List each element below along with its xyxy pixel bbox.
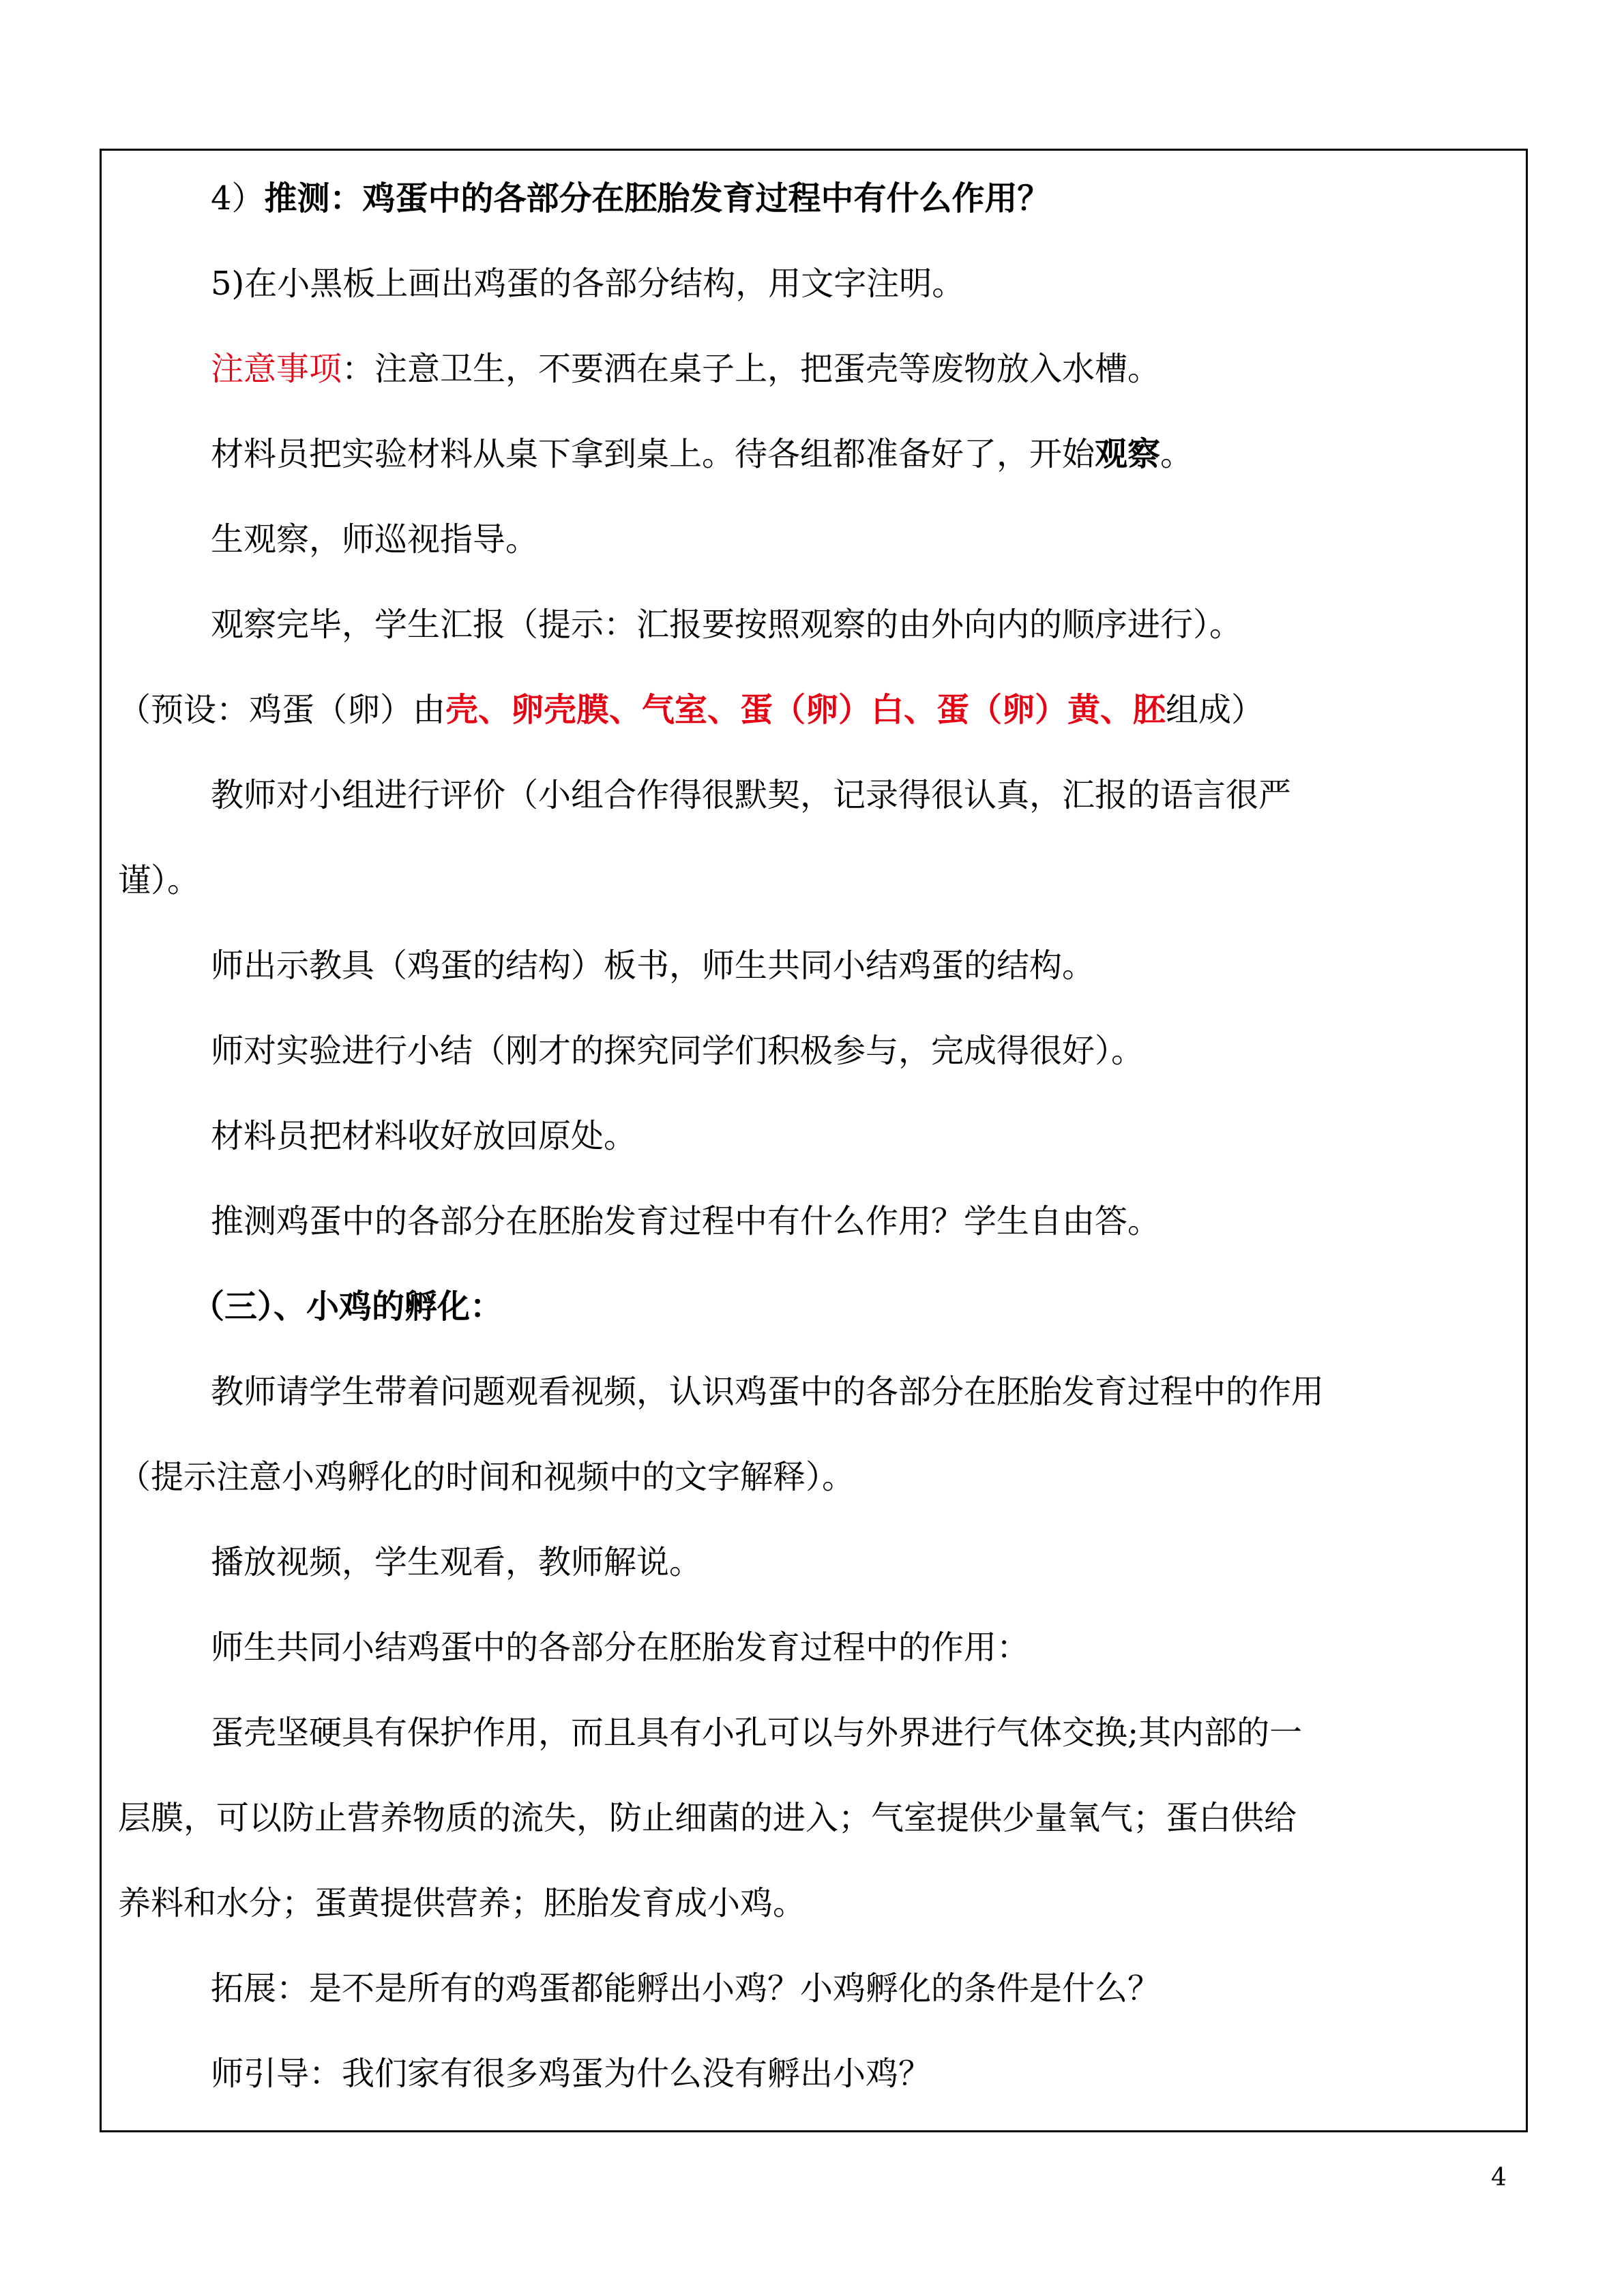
section-heading-text: （三）、小鸡的孵化： — [192, 1287, 503, 1326]
line-10-text: 师出示教具（鸡蛋的结构）板书，师生共同小结鸡蛋的结构。 — [211, 946, 1095, 985]
line-1-number: 4） — [211, 179, 265, 218]
line-13 — [118, 1199, 1509, 1243]
line-4-end: 。 — [1160, 435, 1194, 473]
line-5-text: 生观察，师巡视指导。 — [211, 520, 539, 558]
line-21-text: 养料和水分；蛋黄提供营养；胚胎发育成小鸡。 — [118, 1884, 806, 1922]
line-1 — [118, 177, 1509, 220]
line-8-text: 教师对小组进行评价（小组合作得很默契，记录得很认真，汇报的语言很严 — [211, 776, 1292, 814]
content-frame — [100, 149, 1528, 2132]
section-heading — [118, 1285, 1509, 1328]
line-2 — [118, 262, 1509, 305]
line-3-red: 注意事项 — [211, 350, 342, 388]
line-23-text: 师引导：我们家有很多鸡蛋为什么没有孵出小鸡？ — [211, 2055, 932, 2093]
line-22 — [118, 1967, 1509, 2010]
line-4-bold: 观察 — [1095, 435, 1161, 473]
line-12 — [118, 1114, 1509, 1158]
line-5 — [118, 518, 1509, 561]
line-11 — [118, 1029, 1509, 1073]
line-3 — [118, 347, 1509, 391]
line-15-text: 教师请学生带着问题观看视频，认识鸡蛋中的各部分在胚胎发育过程中的作用 — [211, 1373, 1325, 1411]
line-23 — [118, 2052, 1509, 2096]
line-4 — [118, 432, 1509, 476]
line-6 — [118, 603, 1509, 646]
line-10 — [118, 944, 1509, 987]
line-9-text: 谨）。 — [118, 861, 201, 899]
line-18-text: 师生共同小结鸡蛋中的各部分在胚胎发育过程中的作用： — [211, 1628, 1030, 1667]
line-7-red: 壳、卵壳膜、气室、蛋（卵）白、蛋（卵）黄、胚 — [445, 691, 1166, 729]
line-7 — [118, 688, 1509, 732]
line-3-text: ：注意卫生，不要洒在桌子上，把蛋壳等废物放入水槽。 — [342, 350, 1161, 388]
line-13-text: 推测鸡蛋中的各部分在胚胎发育过程中有什么作用？学生自由答。 — [211, 1202, 1161, 1240]
line-2-text: 5)在小黑板上画出鸡蛋的各部分结构，用文字注明。 — [211, 265, 965, 303]
line-16 — [118, 1455, 1509, 1499]
line-6-text: 观察完毕，学生汇报（提示：汇报要按照观察的由外向内的顺序进行）。 — [211, 606, 1243, 644]
line-18 — [118, 1626, 1509, 1669]
line-17 — [118, 1540, 1509, 1584]
line-15 — [118, 1370, 1509, 1414]
line-7-text: （预设：鸡蛋（卵）由 — [118, 691, 446, 729]
line-12-text: 材料员把材料收好放回原处。 — [211, 1117, 637, 1155]
line-7-end: 组成） — [1166, 691, 1265, 729]
line-22-text: 拓展：是不是所有的鸡蛋都能孵出小鸡？小鸡孵化的条件是什么？ — [211, 1969, 1161, 2008]
line-11-text: 师对实验进行小结（刚才的探究同学们积极参与，完成得很好）。 — [211, 1032, 1145, 1070]
line-9 — [118, 859, 1509, 902]
line-16-text: （提示注意小鸡孵化的时间和视频中的文字解释）。 — [118, 1458, 855, 1496]
line-17-text: 播放视频，学生观看，教师解说。 — [211, 1543, 703, 1581]
page-number: 4 — [1491, 2164, 1507, 2192]
line-8 — [118, 773, 1509, 817]
line-19 — [118, 1711, 1509, 1755]
line-4-text: 材料员把实验材料从桌下拿到桌上。待各组都准备好了，开始 — [211, 435, 1095, 473]
line-20 — [118, 1796, 1509, 1840]
line-1-bold: 推测：鸡蛋中的各部分在胚胎发育过程中有什么作用？ — [264, 179, 1050, 218]
line-20-text: 层膜，可以防止营养物质的流失，防止细菌的进入；气室提供少量氧气；蛋白供给 — [118, 1799, 1297, 1837]
line-19-text: 蛋壳坚硬具有保护作用，而且具有小孔可以与外界进行气体交换;其内部的一 — [211, 1714, 1303, 1752]
line-21 — [118, 1881, 1509, 1925]
